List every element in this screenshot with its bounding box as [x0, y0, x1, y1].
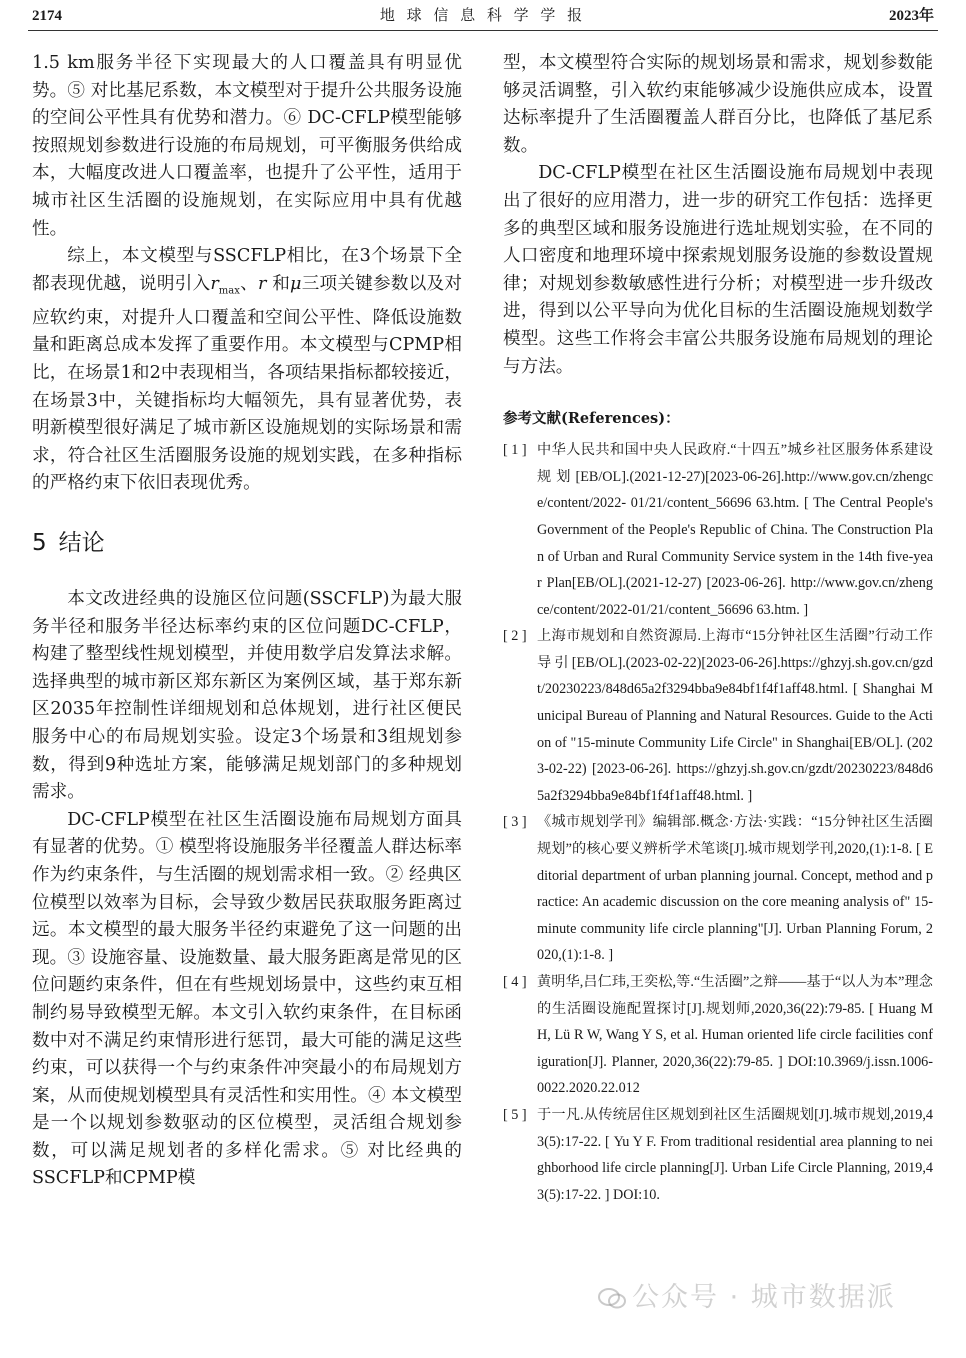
publication-year: 2023年	[888, 8, 934, 24]
paragraph-conclusion-2: DC-CFLP模型在社区生活圈设施布局规划方面具有显著的优势。① 模型将设施服务半径覆盖人群达标率作为约束条件，与生活圈的规划需求相一致。② 经典区位模型以效率为目标，会导致少数居民获取服务距离过远。本文模型的最大服务半径约束避免了这一问题的出现。③ 设施容量、设施数量、最大服务距离是常见的区位问题约束条件，但在有些规划场景中，这些约束互相制约易导致模型无解。本文引入软约束条件，在目标函数中对不满足约束情形进行惩罚，最大可能的满足这些约束，可以获得一个与约束条件冲突最小的布局规划方案，从而使规划模型具有灵活性和实用性。④ 本文模型是一个以规划参数驱动的区位模型，灵活组合规划参数，可以满足规划者的多样化需求。⑤ 对比经典的SSCFLP和CPMP模	[32, 809, 462, 1189]
paragraph-future-work: DC-CFLP模型在社区生活圈设施布局规划中表现出了很好的应用潜力，进一步的研究工作包括：选择更多的典型区域和服务设施进行选址规划实验，在不同的人口密度和地理环境中探索规划服务设施的参数设置规律；对规划参数敏感性进行分析；对模型进一步升级改进，得到以公平导向为优化目标的生活圈设施规划数学模型。这些工作将会丰富公共服务设施布局规划的理论与方法。	[503, 163, 933, 377]
wechat-icon	[598, 1288, 626, 1310]
reference-item	[503, 969, 933, 1102]
reference-number: [ 2 ]	[503, 628, 527, 645]
summary-text-start: 综上，本文模型与SSCFLP相比，在3个场景下全都表现优越，说明引入	[32, 246, 462, 294]
right-column	[503, 50, 933, 1208]
paragraph-continued-right: 型，本文模型符合实际的规划场景和需求，规划参数能够灵活调整，引入软约束能够减少设施供应成本，设置达标率提升了生活圈覆盖人群百分比，也降低了基尼系数。	[503, 53, 933, 156]
references-title: 参考文献(References)：	[503, 410, 680, 428]
reference-number: [ 4 ]	[503, 974, 527, 990]
reference-number: [ 1 ]	[503, 442, 527, 459]
paragraph-summary	[32, 243, 462, 498]
page-header	[28, 4, 938, 31]
watermark-text: 公众号 · 城市数据派	[632, 1282, 896, 1313]
section-heading-conclusion	[32, 528, 462, 558]
journal-name: 地 球 信 息 科 学 学 报	[379, 8, 587, 24]
reference-text: 《城市规划学刊》编辑部.概念·方法·实践：“15分钟社区生活圈规划”的核心要义辨析学术笔谈[J].城市规划学刊,2020,(1):1-8. [ Editorial department of urban planning journal. Concept, method and practice: An academic discussion on the core meaning analysis of" 15-minute community life circle planning"[J]. Urban Planning Forum, 2020,(1):1-8. ]	[537, 814, 933, 964]
reference-text: 黄明华,吕仁玮,王奕松,等.“生活圈”之辩——基于“以人为本”理念的生活圈设施配置探讨[J].规划师,2020,36(22):79-85. [ Huang M H, Lü R W, Wang Y S, et al. Human oriented life circle facilities configuration[J]. Planner, 2020,36(22):79-85. ] DOI:10.3969/j.issn.1006-0022.2020.22.012	[537, 974, 933, 1097]
paragraph-continued: 1.5 km服务半径下实现最大的人口覆盖具有明显优势。⑤ 对比基尼系数，本文模型对于提升公共服务设施的空间公平性具有优势和潜力。⑥ DC-CFLP模型能够按照规划参数进行设施的布局规划，可平衡服务供给成本，大幅度改进人口覆盖率，也提升了公平性，适用于城市社区生活圈的设施规划，在实际应用中具有优越性。	[32, 53, 462, 239]
reference-text: 上海市规划和自然资源局.上海市“15分钟社区生活圈”行动工作导引[EB/OL].(2023-02-22)[2023-06-26].https://ghzyj.sh.gov.cn/gzdt/20230223/848d65a2f3294bba9e84bf1f4f1aff48.html. [ Shanghai Municipal Bureau of Planning and Natural Resources. Guide to the Action of "15-minute Community Life Circle" in Shanghai[EB/OL]. (2023-02-22) [2023-06-26]. https://ghzyj.sh.gov.cn/gzdt/20230223/848d65a2f3294bba9e84bf1f4f1aff48.html. ]	[537, 628, 933, 804]
section-title: 结论	[58, 530, 105, 557]
symbol-r: r	[257, 273, 267, 294]
reference-list	[503, 437, 933, 1208]
reference-item	[503, 1102, 933, 1208]
reference-item	[503, 623, 933, 809]
symbol-rmax: $r_{max}$	[210, 273, 240, 297]
conjunction: 和	[266, 273, 291, 294]
reference-number: [ 5 ]	[503, 1106, 527, 1123]
reference-item	[503, 437, 933, 623]
reference-text: 于一凡.从传统居住区规划到社区生活圈规划[J].城市规划,2019,43(5):17-22. [ Yu Y F. From traditional residential area planning to neighborhood life circle planning[J]. Urban Life Circle Planning, 2019,43(5):17-22. ] DOI:10.	[537, 1106, 933, 1203]
summary-text-end: 三项关键参数以及对应软约束，对提升人口覆盖和空间公平性、降低设施数量和距离总成本发挥了重要作用。本文模型与CPMP相比，在场景1和2中表现相当，各项结果指标都较接近，在场景3中，关键指标均大幅领先，具有显著优势，表明新模型很好满足了城市新区设施规划的实际场景和需求，符合社区生活圈服务设施的规划实践，在多种指标的严格约束下依旧表现优秀。	[32, 273, 462, 494]
symbol-mu: μ	[290, 273, 302, 294]
section-number: 5	[32, 530, 47, 557]
reference-number: [ 3 ]	[503, 814, 527, 831]
reference-item	[503, 809, 933, 969]
paragraph-conclusion-1: 本文改进经典的设施区位问题(SSCFLP)为最大服务半径和服务半径达标率约束的区位问题DC-CFLP，构建了整型线性规划模型，并使用数学启发算法求解。选择典型的城市新区郑东新区为案例区域，基于郑东新区2035年控制性详细规划和总体规划，进行社区便民服务中心的布局规划实验。设定3个场景和3组规划参数，得到9种选址方案，能够满足规划部门的多种规划需求。	[32, 589, 462, 803]
page-number: 2174	[32, 8, 62, 24]
left-column	[32, 50, 462, 1193]
reference-text: 中华人民共和国中央人民政府.“十四五”城乡社区服务体系建设规划[EB/OL].(2021-12-27)[2023-06-26].http://www.gov.cn/zhengce/content/2022- 01/21/content_56696 63.htm. [ The Central People's Government of the People's Republic of China. The Construction Plan of Urban and Rural Community Service system in the 14th five-year Plan[EB/OL].(2021-12-27) [2023-06-26]. http://www.gov.cn/zhengce/content/2022-01/21/content_56696 63.htm. ]	[537, 442, 933, 618]
separator: 、	[239, 273, 258, 294]
watermark	[598, 1278, 938, 1318]
